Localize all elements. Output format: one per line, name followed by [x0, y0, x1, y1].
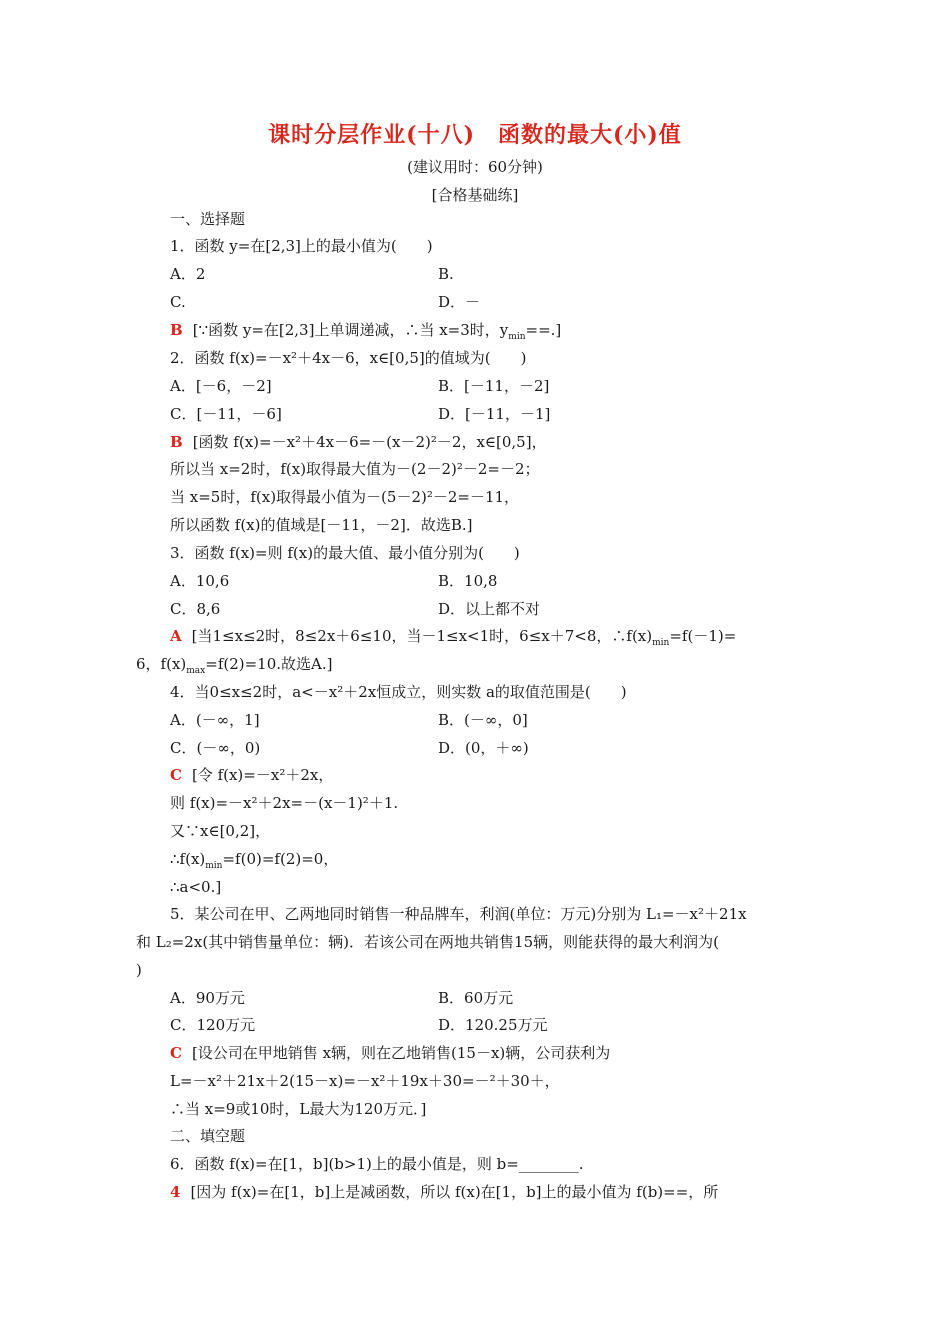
q2-solution-3: 当 x=5时，f(x)取得最小值为－(5－2)²－2=－11，	[170, 488, 520, 506]
q2-stem: 2．函数 f(x)=－x²＋4x－6，x∈[0,5]的值域为( )	[170, 349, 527, 367]
q3-option-a: A．10,6	[170, 572, 230, 590]
q3-answer: A	[170, 627, 182, 645]
q2-answer: B	[170, 433, 183, 451]
q5-answer: C	[170, 1044, 182, 1062]
q6-answer: 4	[170, 1183, 181, 1201]
q4-solution-3: 又∵x∈[0,2]，	[170, 822, 271, 840]
q2-option-d: D．[－11，－1]	[438, 405, 551, 423]
q5-stem-2: 和 L₂=2x(其中销售量单位：辆)．若该公司在两地共销售15辆，则能获得的最大利润为(	[136, 933, 719, 951]
q5-option-c: C．120万元	[170, 1016, 256, 1034]
q4-option-a: A．(－∞，1]	[170, 711, 260, 729]
q1-option-c: C.	[170, 293, 186, 311]
q2-option-c: C．[－11，－6]	[170, 405, 282, 423]
q3-option-c: C．8,6	[170, 600, 221, 618]
q1-option-b: B.	[438, 265, 454, 283]
q3-stem: 3．函数 f(x)=则 f(x)的最大值、最小值分别为( )	[170, 544, 520, 562]
q4-answer: C	[170, 766, 182, 784]
q3-solution-1: A [当1≤x≤2时，8≤2x＋6≤10，当－1≤x<1时，6≤x＋7<8，$\therefore f(x)_{min}=f(-1)=$	[170, 627, 737, 648]
section-label: [合格基础练]	[431, 186, 519, 204]
q4-solution-2: 则 f(x)=－x²＋2x=－(x－1)²＋1.	[170, 794, 399, 812]
q4-solution-1: C [令 f(x)=－x²＋2x，	[170, 766, 334, 784]
q3-solution-2: 6，$f(x)_{max}=f(2)=10$.故选A.]	[136, 655, 333, 676]
q3-option-d: D．以上都不对	[438, 600, 541, 618]
q6-stem: 6．函数 f(x)=在[1，b](b>1)上的最小值是，则 b=________.	[170, 1155, 584, 1173]
q4-solution-4: $\therefore f(x)_{min}=f(0)=f(2)=0$，	[170, 850, 339, 871]
q2-solution-1: B [函数 f(x)=－x²＋4x－6=－(x－2)²－2，x∈[0,5]，	[170, 433, 547, 451]
part-heading-choice: 一、选择题	[170, 210, 246, 228]
q5-stem-3: )	[136, 961, 142, 979]
q4-option-c: C．(－∞，0)	[170, 739, 261, 757]
q4-stem: 4．当0≤x≤2时，a<－x²＋2x恒成立，则实数 a的取值范围是( )	[170, 683, 627, 701]
q4-option-b: B．(－∞，0]	[438, 711, 528, 729]
q5-option-a: A．90万元	[170, 989, 245, 1007]
page-title: 课时分层作业(十八) 函数的最大(小)值	[268, 122, 682, 148]
q2-option-b: B．[－11，－2]	[438, 377, 550, 395]
q1-solution: B [∵函数 y=在[2,3]上单调递减，∴当 x=3时，$y_{min}==$.]	[170, 321, 562, 342]
q5-solution-3: ∴当 x=9或10时，L最大为120万元．]	[170, 1100, 427, 1118]
q2-option-a: A．[－6，－2]	[170, 377, 272, 395]
q5-option-d: D．120.25万元	[438, 1016, 548, 1034]
q4-solution-5: ∴a<0.]	[170, 878, 222, 896]
q2-solution-4: 所以函数 f(x)的值域是[－11，－2]．故选B.]	[170, 516, 473, 534]
q3-option-b: B．10,8	[438, 572, 498, 590]
q5-solution-1: C [设公司在甲地销售 x辆，则在乙地销售(15－x)辆，公司获利为	[170, 1044, 611, 1062]
q1-option-d: D．－	[438, 293, 481, 311]
q1-stem: 1．函数 y=在[2,3]上的最小值为( )	[170, 237, 433, 255]
q6-solution: 4 [因为 f(x)=在[1，b]上是减函数，所以 f(x)在[1，b]上的最小值为 f(b)==，所	[170, 1183, 719, 1201]
q2-solution-2: 所以当 x=2时，f(x)取得最大值为－(2－2)²－2=－2；	[170, 460, 540, 478]
q5-stem-1: 5．某公司在甲、乙两地同时销售一种品牌车，利润(单位：万元)分别为 L₁=－x²＋21x	[170, 905, 747, 923]
q4-option-d: D．(0，＋∞)	[438, 739, 529, 757]
q5-solution-2: L=－x²＋21x＋2(15－x)=－x²＋19x＋30=－²＋30＋，	[170, 1072, 560, 1090]
q1-option-a: A．2	[170, 265, 206, 283]
time-note: (建议用时：60分钟)	[407, 158, 543, 176]
q5-option-b: B．60万元	[438, 989, 514, 1007]
part-heading-fill: 二、填空题	[170, 1127, 246, 1145]
q1-answer: B	[170, 321, 183, 339]
